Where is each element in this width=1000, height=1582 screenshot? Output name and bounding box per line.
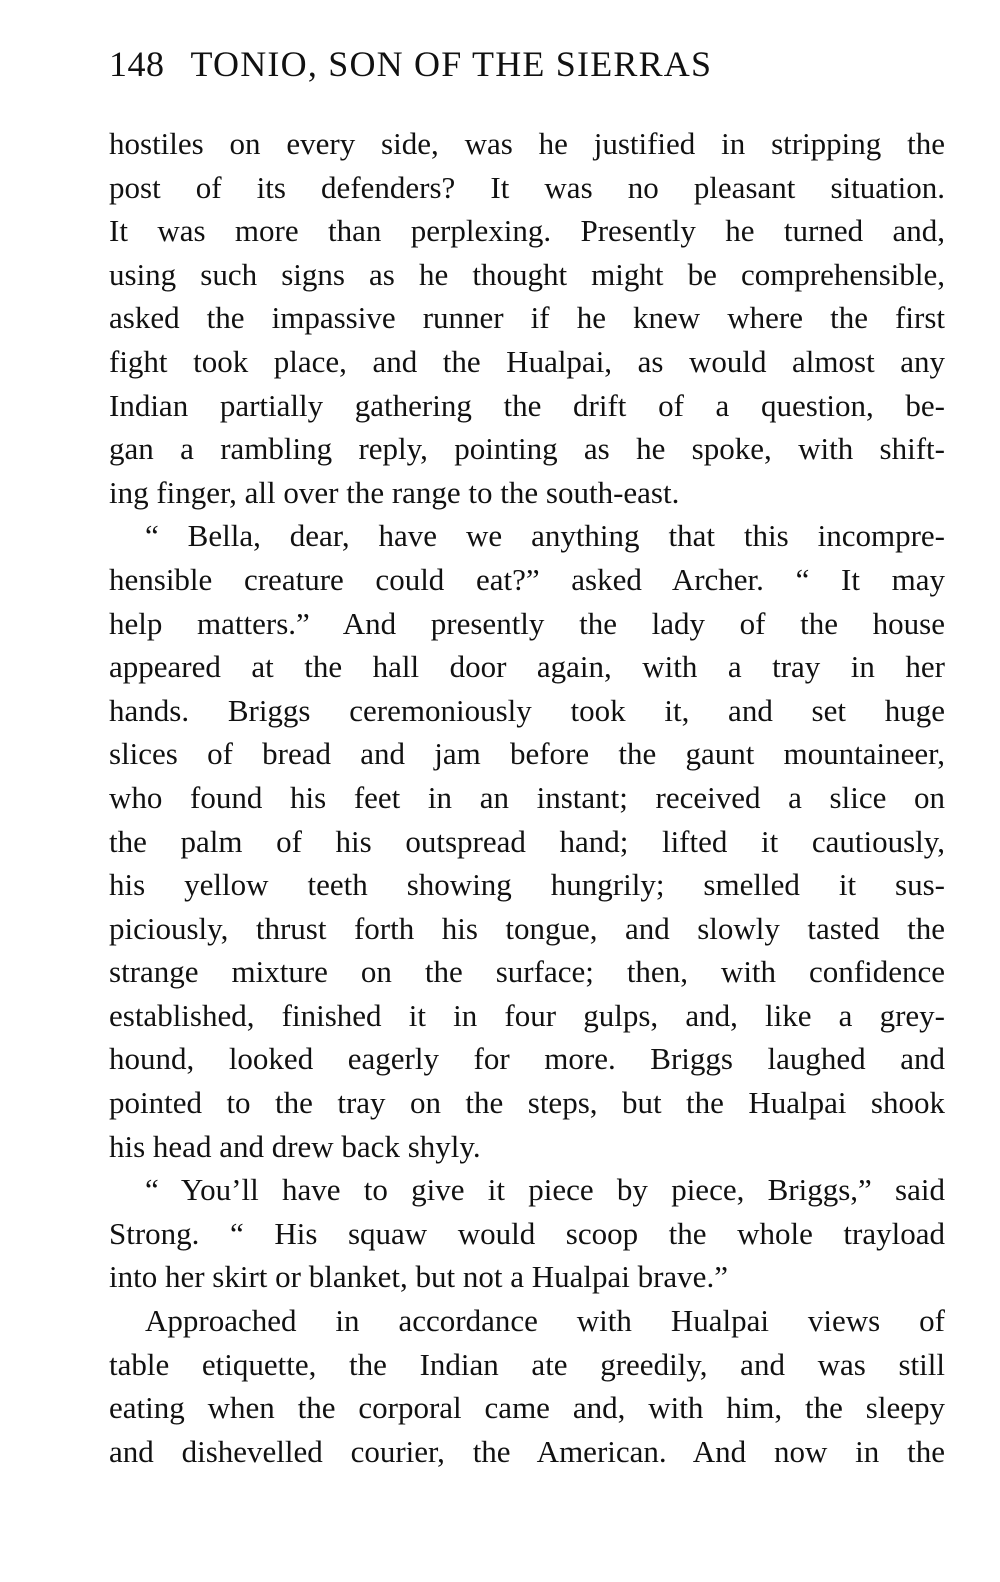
page-number: 148 [109, 44, 165, 84]
text-line: slices of bread and jam before the gaunt mountaineer, [109, 736, 945, 772]
text-line: hound, looked eagerly for more. Briggs laughed and [109, 1041, 945, 1077]
text-line: eating when the corporal came and, with him, the sleepy [109, 1390, 945, 1426]
text-line: strange mixture on the surface; then, with confidence [109, 954, 945, 990]
text-line: hostiles on every side, was he justified in stripping the [109, 126, 945, 161]
text-line: post of its defenders? It was no pleasant situation. [109, 169, 945, 205]
text-line: ing finger, all over the range to the south-east. [109, 474, 680, 510]
text-line: hands. Briggs ceremoniously took it, and set huge [109, 692, 945, 728]
text-line: hensible creature could eat?” asked Archer. “ It may [109, 561, 945, 597]
text-line: It was more than perplexing. Presently he turned and, [109, 213, 945, 249]
text-line: his yellow teeth showing hungrily; smelled it sus- [109, 867, 945, 903]
book-page [109, 36, 945, 1473]
text-line: pointed to the tray on the steps, but the Hualpai shook [109, 1085, 945, 1121]
text-line: into her skirt or blanket, but not a Hualpai brave.” [109, 1259, 728, 1295]
text-line: established, finished it in four gulps, and, like a grey- [109, 997, 945, 1033]
text-line: asked the impassive runner if he knew where the first [109, 300, 945, 336]
text-line: “ Bella, dear, have we anything that this incompre- [145, 518, 945, 554]
body-text [109, 122, 945, 1473]
running-head [109, 36, 945, 92]
text-line: Strong. “ His squaw would scoop the whole trayload [109, 1215, 945, 1251]
text-line: appeared at the hall door again, with a tray in her [109, 649, 945, 685]
text-line: “ You’ll have to give it piece by piece, Briggs,” said [145, 1172, 945, 1208]
text-line: his head and drew back shyly. [109, 1128, 481, 1164]
text-line: gan a rambling reply, pointing as he spoke, with shift- [109, 431, 945, 467]
text-line: using such signs as he thought might be comprehensible, [109, 256, 945, 292]
text-line: table etiquette, the Indian ate greedily, and was still [109, 1346, 945, 1382]
book-title: TONIO, SON OF THE SIERRAS [190, 44, 713, 84]
text-line: the palm of his outspread hand; lifted it cautiously, [109, 823, 945, 859]
text-line: who found his feet in an instant; received a slice on [109, 779, 945, 815]
text-line: and dishevelled courier, the American. And now in the [109, 1433, 945, 1469]
text-line: Approached in accordance with Hualpai views of [145, 1303, 945, 1339]
text-line: fight took place, and the Hualpai, as would almost any [109, 343, 945, 379]
text-line: piciously, thrust forth his tongue, and slowly tasted the [109, 910, 945, 946]
text-line: Indian partially gathering the drift of a question, be- [109, 387, 945, 423]
text-line: help matters.” And presently the lady of the house [109, 605, 945, 641]
